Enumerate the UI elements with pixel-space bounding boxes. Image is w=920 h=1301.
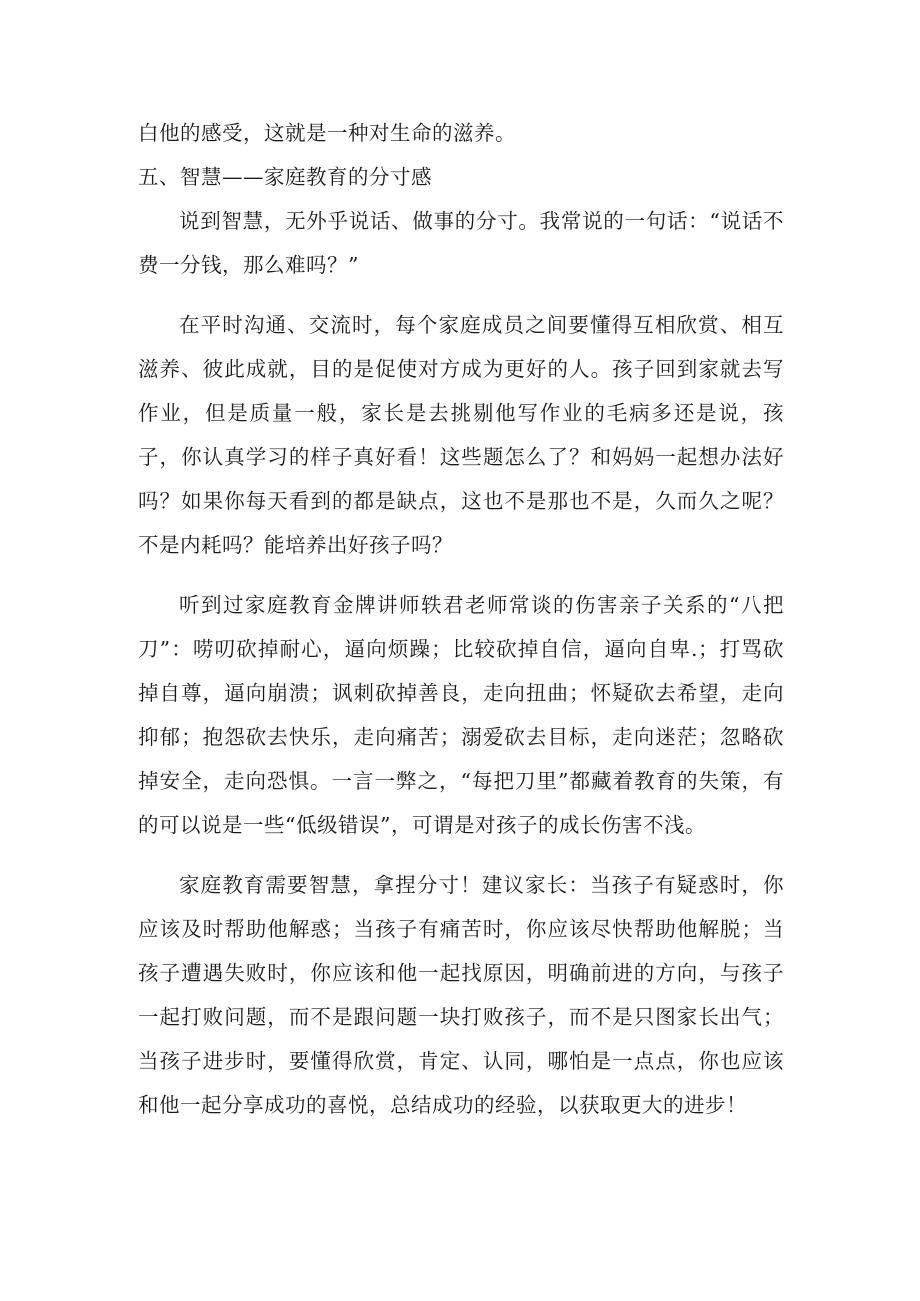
paragraph-3: 听到过家庭教育金牌讲师轶君老师常谈的伤害亲子关系的“八把刀”：唠叨砍掉耐心，逼向烦躁；比较砍掉自信，逼向自卑.；打骂砍掉自尊，逼向崩溃；讽刺砍掉善良，走向扭曲；怀疑砍去希望，走向抑郁；抱怨砍去快乐，走向痛苦；溺爱砍去目标，走向迷茫；忽略砍掉安全，走向恐惧。一言一弊之，“每把刀里”都藏着教育的失策，有的可以说是一些“低级错误”，可谓是对孩子的成长伤害不浅。 <box>138 593 784 837</box>
paragraph-4: 家庭教育需要智慧，拿捏分寸！建议家长：当孩子有疑惑时，你应该及时帮助他解惑；当孩子有痛苦时，你应该尽快帮助他解脱；当孩子遭遇失败时，你应该和他一起找原因，明确前进的方向，与孩子一起打败问题，而不是跟问题一块打败孩子，而不是只图家长出气；当孩子进步时，要懂得欣赏，肯定、认同，哪怕是一点点，你也应该和他一起分享成功的喜悦，总结成功的经验，以获取更大的进步！ <box>138 873 784 1117</box>
document-page <box>138 111 784 1127</box>
section-heading: 五、智慧——家庭教育的分寸感 <box>138 165 432 189</box>
continuation-text: 白他的感受，这就是一种对生命的滋养。 <box>138 121 516 145</box>
paragraph-2: 在平时沟通、交流时，每个家庭成员之间要懂得互相欣赏、相互滋养、彼此成就，目的是促使对方成为更好的人。孩子回到家就去写作业，但是质量一般，家长是去挑剔他写作业的毛病多还是说，孩子，你认真学习的样子真好看！这些题怎么了？和妈妈一起想办法好吗？如果你每天看到的都是缺点，这也不是那也不是，久而久之呢？不是内耗吗？能培养出好孩子吗？ <box>138 313 784 557</box>
paragraph-1: 说到智慧，无外乎说话、做事的分寸。我常说的一句话：“说话不费一分钱，那么难吗？” <box>138 209 784 277</box>
